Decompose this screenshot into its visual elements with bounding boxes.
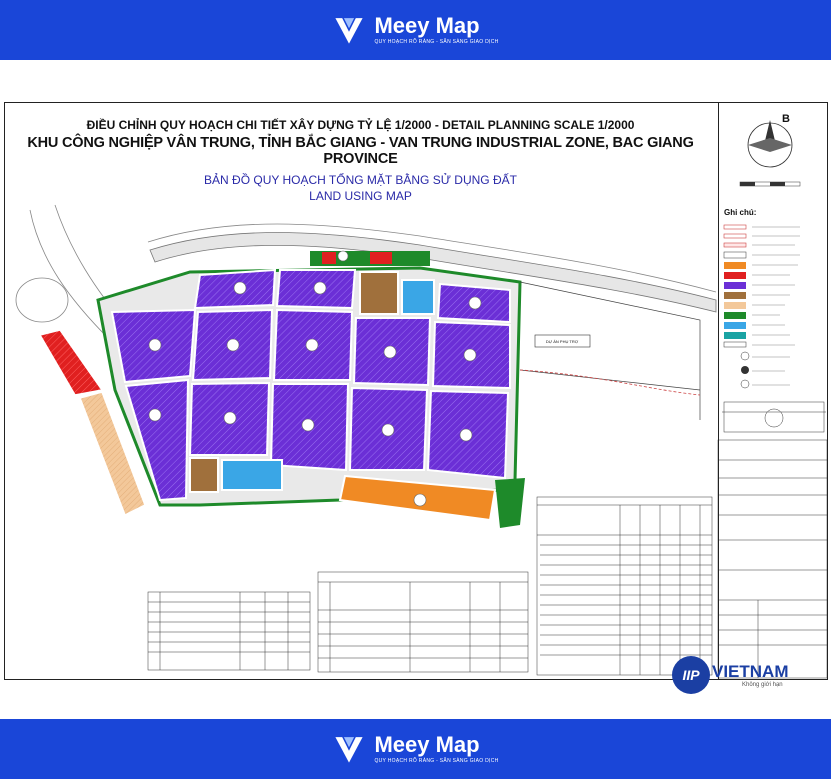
brand-logo-bottom[interactable]: [332, 732, 498, 766]
svg-text:B: B: [782, 113, 790, 125]
map-title-line2: KHU CÔNG NGHIỆP VÂN TRUNG, TỈNH BẮC GIANG - VAN TRUNG INDUSTRIAL ZONE, BAC GIANG PROVINCE: [27, 135, 694, 167]
map-title-line1: ĐIỀU CHỈNH QUY HOẠCH CHI TIẾT XÂY DỰNG TỶ LỆ 1/2000 - DETAIL PLANNING SCALE 1/2000: [86, 118, 635, 132]
map-title-line3: BẢN ĐỒ QUY HOẠCH TỔNG MẶT BẰNG SỬ DỤNG ĐẤT: [204, 173, 517, 187]
brand-tagline-bottom: QUY HOẠCH RÕ RÀNG - SẴN SÀNG GIAO DỊCH: [374, 758, 499, 764]
iip-watermark: [672, 656, 789, 694]
bottom-brand-bar: [0, 719, 831, 779]
project-label: DỰ ÁN PHỤ TRỢ: [545, 339, 579, 344]
iip-name: VIETNAM: [712, 662, 789, 681]
map-title-line4: LAND USING MAP: [309, 189, 412, 203]
map-title-block: [4, 118, 717, 203]
legend-title: Ghi chú:: [724, 208, 757, 217]
brand-name-bottom: Meey Map: [374, 732, 480, 757]
meey-logo-icon: [332, 732, 366, 766]
iip-logo-icon: IIP: [672, 656, 710, 694]
legend-sidebar: [718, 102, 828, 680]
brand-tagline: QUY HOẠCH RÕ RÀNG - SẴN SÀNG GIAO DỊCH: [374, 39, 499, 45]
iip-slogan: Không giới hạn: [742, 682, 783, 688]
brand-name: Meey Map: [374, 13, 480, 38]
